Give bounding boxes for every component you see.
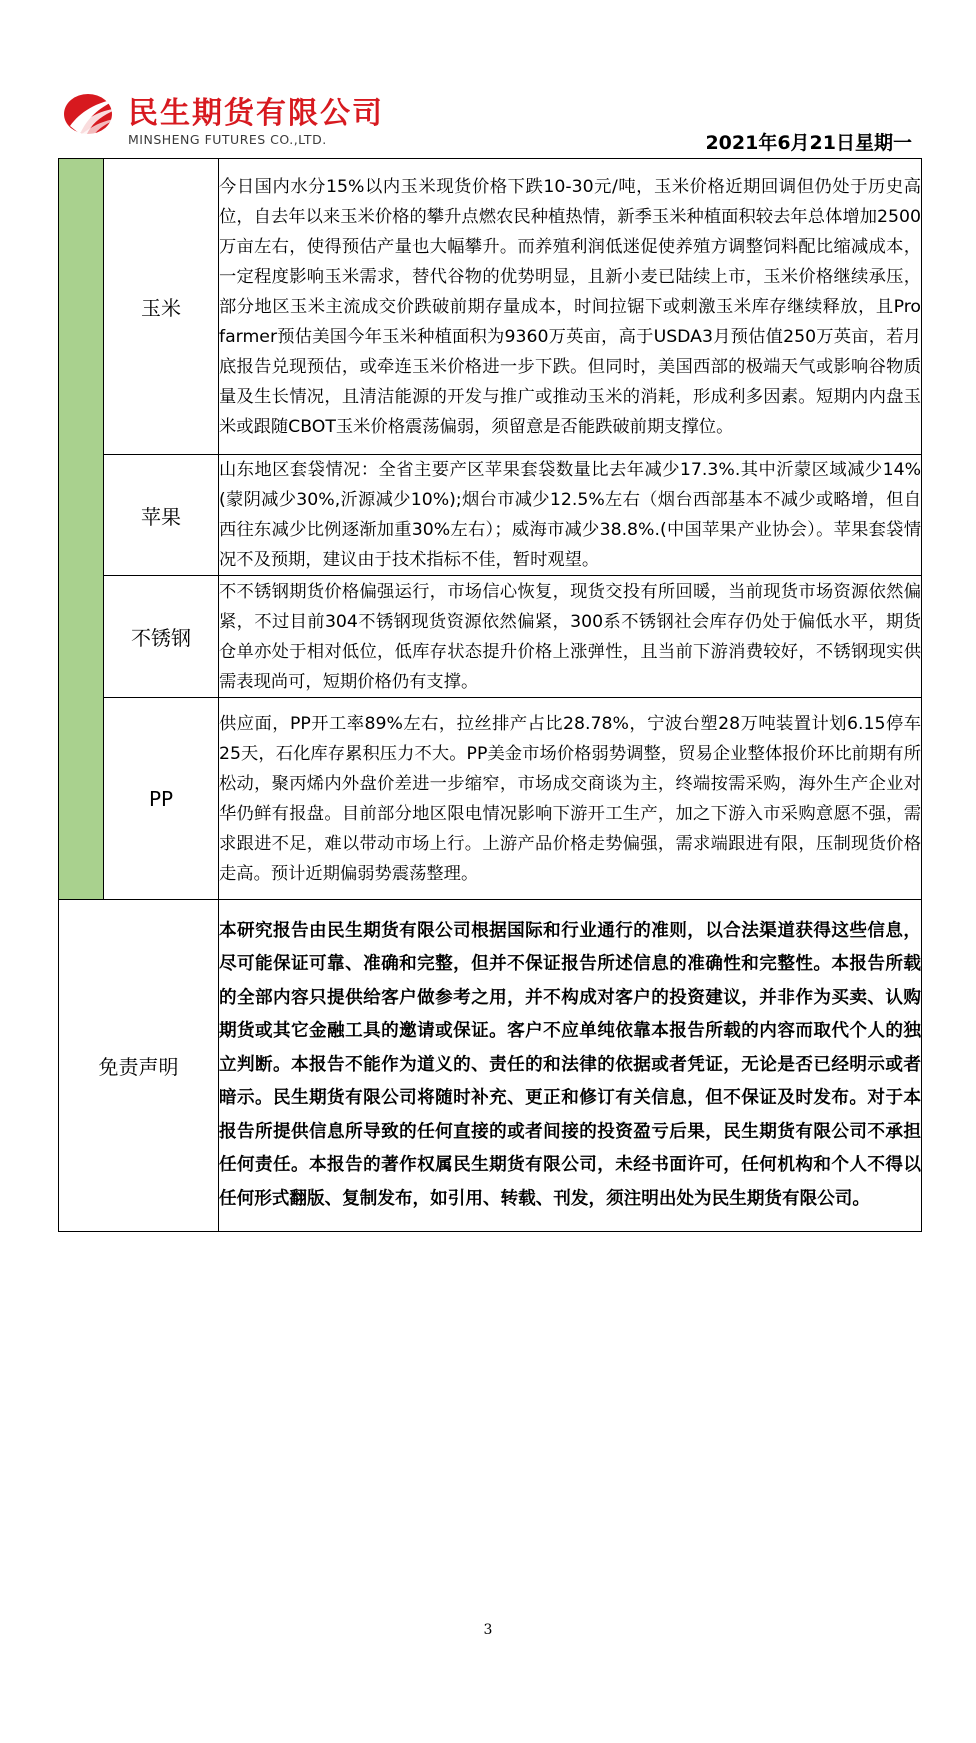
section-label: 不锈钢: [104, 576, 219, 698]
table-row: [59, 159, 922, 455]
section-text: 今日国内水分15%以内玉米现货价格下跌10-30元/吨，玉米价格近期回调但仍处于历史高位，自去年以来玉米价格的攀升点燃农民种植热情，新季玉米种植面积较去年总体增加2500万亩左右，使得预估产量也大幅攀升。而养殖利润低迷促使养殖方调整饲料配比缩减成本，一定程度影响玉米需求，替代谷物的优势明显，且新小麦已陆续上市，玉米价格继续承压，部分地区玉米主流成交价跌破前期存量成本，时间拉锯下或刺激玉米库存继续释放，且Pro farmer预估美国今年玉米种植面积为9360万英亩，高于USDA3月预估值250万英亩，若月底报告兑现预估，或牵连玉米价格进一步下跌。但同时，美国西部的极端天气或影响谷物质量及生长情况，且清洁能源的开发与推广或推动玉米的消耗，形成利多因素。短期内内盘玉米或跟随CBOT玉米价格震荡偏弱，须留意是否能跌破前期支撑位。: [219, 159, 922, 455]
section-label: 玉米: [104, 159, 219, 455]
category-band: [59, 159, 104, 900]
disclaimer-label: 免责声明: [59, 900, 219, 1232]
section-text: 不不锈钢期货价格偏强运行，市场信心恢复，现货交投有所回暖，当前现货市场资源依然偏紧，不过目前304不锈钢现货资源依然偏紧，300系不锈钢社会库存仍处于偏低水平，期货仓单亦处于相对低位，低库存状态提升价格上涨弹性，且当前下游消费较好，不锈钢现实供需表现尚可，短期价格仍有支撑。: [219, 576, 922, 698]
table-row: [59, 576, 922, 698]
table-row: [59, 455, 922, 576]
page-header: [0, 0, 976, 160]
section-label: 苹果: [104, 455, 219, 576]
table-row: [59, 900, 922, 1232]
disclaimer-text: 本研究报告由民生期货有限公司根据国际和行业通行的准则，以合法渠道获得这些信息，尽可能保证可靠、准确和完整，但并不保证报告所述信息的准确性和完整性。本报告所载的全部内容只提供给客户做参考之用，并不构成对客户的投资建议，并非作为买卖、认购期货或其它金融工具的邀请或保证。客户不应单纯依靠本报告所载的内容而取代个人的独立判断。本报告不能作为道义的、责任的和法律的依据或者凭证，无论是否已经明示或者暗示。民生期货有限公司将随时补充、更正和修订有关信息，但不保证及时发布。对于本报告所提供信息所导致的任何直接的或者间接的投资盈亏后果，民生期货有限公司不承担任何责任。本报告的著作权属民生期货有限公司，未经书面许可，任何机构和个人不得以任何形式翻版、复制发布，如引用、转载、刊发，须注明出处为民生期货有限公司。: [219, 900, 922, 1232]
section-text: 供应面，PP开工率89%左右，拉丝排产占比28.78%，宁波台塑28万吨装置计划6.15停车25天，石化库存累积压力不大。PP美金市场价格弱势调整，贸易企业整体报价环比前期有所松动，聚丙烯内外盘价差进一步缩窄，市场成交商谈为主，终端按需采购，海外生产企业对华仍鲜有报盘。目前部分地区限电情况影响下游开工生产，加之下游入市采购意愿不强，需求跟进不足，难以带动市场上行。上游产品价格走势偏强，需求端跟进有限，压制现货价格走高。预计近期偏弱势震荡整理。: [219, 698, 922, 900]
table-row: [59, 698, 922, 900]
company-logo: [62, 84, 392, 154]
report-table: [58, 158, 922, 1232]
report-date: 2021年6月21日星期一: [705, 132, 912, 154]
section-text: 山东地区套袋情况：全省主要产区苹果套袋数量比去年减少17.3%.其中沂蒙区域减少14%(蒙阴减少30%,沂源减少10%);烟台市减少12.5%左右（烟台西部基本不减少或略增，但自西往东减少比例逐渐加重30%左右）；威海市减少38.8%.(中国苹果产业协会）。苹果套袋情况不及预期，建议由于技术指标不佳，暂时观望。: [219, 455, 922, 576]
company-name-en: MINSHENG FUTURES CO.,LTD.: [128, 132, 327, 147]
company-name-cn: 民生期货有限公司: [128, 96, 384, 131]
section-label: PP: [104, 698, 219, 900]
minsheng-logo-icon: [62, 90, 122, 140]
page-number: 3: [483, 1622, 493, 1638]
